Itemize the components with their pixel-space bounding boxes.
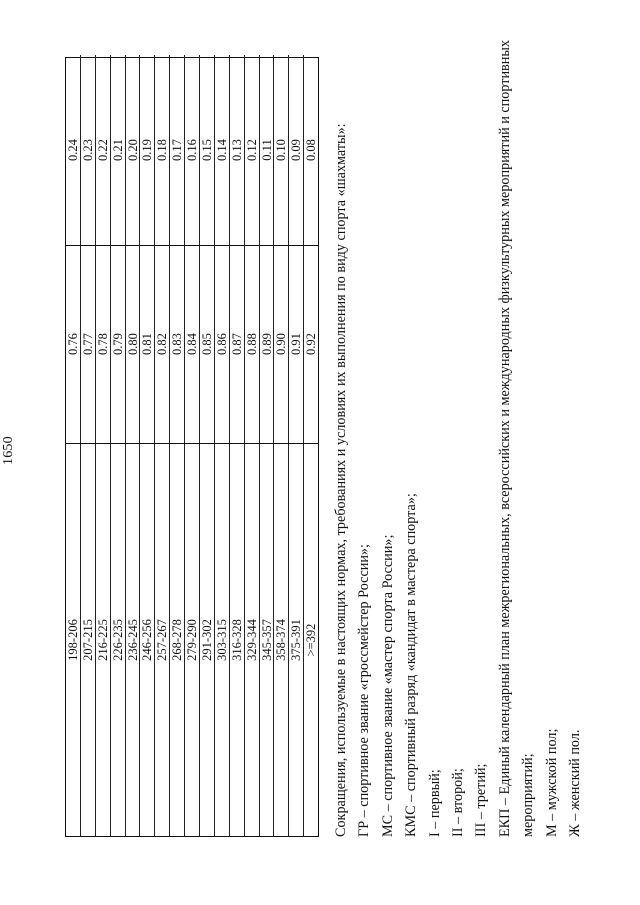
- table-cell-range: 303-315: [215, 444, 230, 836]
- table-cell-low: 0.20: [126, 55, 141, 245]
- note-ms: МС – спортивное звание «мастер спорта России»;: [379, 534, 396, 837]
- table-cell-range: 358-374: [274, 444, 289, 836]
- note-iii: III – третий;: [473, 763, 490, 837]
- table-cell-high: 0.85: [200, 245, 215, 443]
- table-cell-range: 236-245: [126, 444, 141, 836]
- table-cell-low: 0.13: [230, 55, 245, 245]
- table-cell-high: 0.87: [230, 245, 245, 443]
- note-i: I – первый;: [426, 769, 443, 837]
- high-value-column: [66, 245, 318, 444]
- table-cell-high: 0.79: [111, 245, 126, 443]
- note-m: М – мужской пол;: [543, 728, 560, 837]
- table-cell-range: 316-328: [230, 444, 245, 836]
- abbreviations-notes: [330, 7, 587, 837]
- notes-intro: Сокращения, используемые в настоящих нормах, требованиях и условиях их выполнения по виду спорта «шахматы»:: [333, 123, 349, 837]
- table-cell-low: 0.14: [215, 55, 230, 245]
- table-cell-range: 375-391: [289, 444, 304, 836]
- table-cell-low: 0.23: [81, 55, 96, 245]
- score-table: [65, 57, 319, 837]
- table-cell-range: >=392: [304, 623, 319, 657]
- table-cell-high: 0.91: [289, 245, 304, 443]
- note-zh: Ж – женский пол.: [567, 729, 584, 837]
- table-cell-low: 0.08: [304, 139, 319, 161]
- note-kms: КМС – спортивный разряд «кандидат в мастера спорта»;: [403, 493, 420, 837]
- table-cell-low: 0.21: [111, 55, 126, 245]
- note-ii: II – второй;: [450, 768, 467, 837]
- table-cell-low: 0.12: [245, 55, 260, 245]
- table-cell-range: 345-357: [260, 444, 275, 836]
- table-cell-range: 226-235: [111, 444, 126, 836]
- table-cell-high: 0.81: [140, 245, 155, 443]
- table-cell-high: 0.76: [66, 245, 81, 443]
- table-cell-high: 0.86: [215, 245, 230, 443]
- page-number: 1650: [1, 436, 16, 465]
- table-cell-high: 0.78: [96, 245, 111, 443]
- table-cell-high: 0.77: [81, 245, 96, 443]
- table-cell-high: 0.80: [126, 245, 141, 443]
- table-cell-high: 0.92: [304, 333, 319, 355]
- table-cell-range: 198-206: [66, 444, 81, 836]
- table-cell-high: 0.82: [155, 245, 170, 443]
- table-cell-high: 0.89: [260, 245, 275, 443]
- table-cell-low: 0.16: [185, 55, 200, 245]
- table-cell-high: 0.83: [170, 245, 185, 443]
- table-cell-range: 329-344: [245, 444, 260, 836]
- table-cell-range: 207-215: [81, 444, 96, 836]
- table-cell-low: 0.09: [289, 55, 304, 245]
- table-cell-low: 0.10: [274, 55, 289, 245]
- range-column: [66, 444, 318, 836]
- table-cell-low: 0.18: [155, 55, 170, 245]
- table-cell-high: 0.84: [185, 245, 200, 443]
- table-cell-range: 216-225: [96, 444, 111, 836]
- table-cell-range: 268-278: [170, 444, 185, 836]
- table-cell-range: 291-302: [200, 444, 215, 836]
- table-cell-high: 0.90: [274, 245, 289, 443]
- table-cell-low: 0.11: [260, 55, 275, 245]
- table-cell-low: 0.24: [66, 55, 81, 245]
- table-cell-range: 246-256: [140, 444, 155, 836]
- table-cell-range: 257-267: [155, 444, 170, 836]
- note-gr: ГР – спортивное звание «гроссмейстер России»;: [356, 544, 373, 837]
- table-cell-low: 0.19: [140, 55, 155, 245]
- table-cell-low: 0.15: [200, 55, 215, 245]
- table-cell-high: 0.88: [245, 245, 260, 443]
- low-value-column: [66, 55, 318, 246]
- table-cell-low: 0.17: [170, 55, 185, 245]
- table-cell-low: 0.22: [96, 55, 111, 245]
- table-cell-range: 279-290: [185, 444, 200, 836]
- note-ekp: ЕКП – Единый календарный план межрегиональных, всероссийских и международных физкультурных мероприятий и спортивных мероприятий;: [496, 40, 537, 837]
